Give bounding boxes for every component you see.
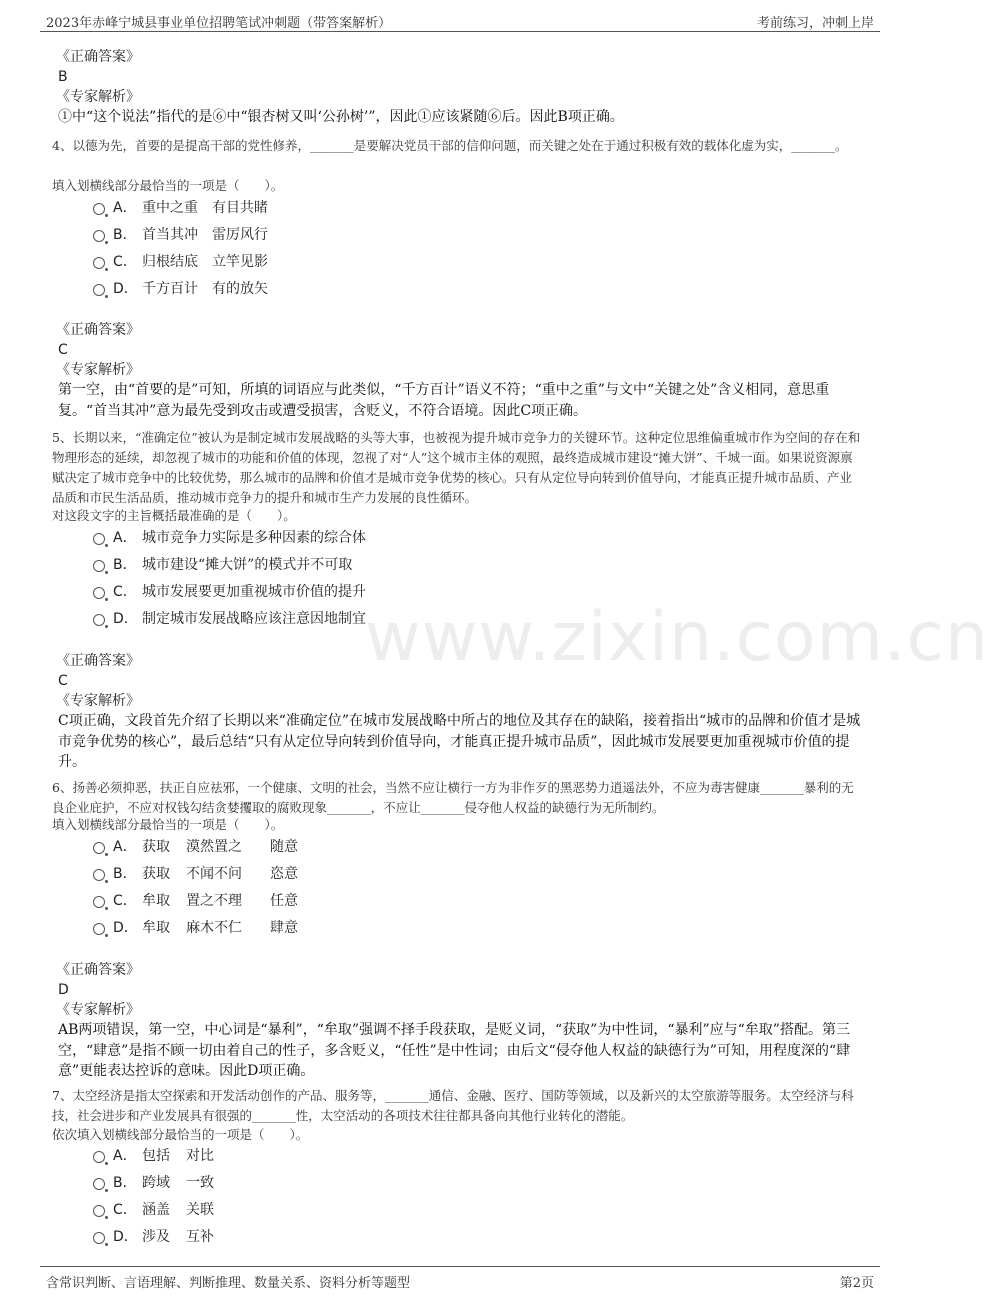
q6-answer-block xyxy=(56,960,861,1082)
radio-icon xyxy=(93,284,105,296)
analysis-label: 《专家解析》 xyxy=(56,1002,140,1018)
q6-option-c[interactable]: C． 牟取 置之不理 任意 xyxy=(93,890,298,912)
q6-option-b[interactable]: B． 获取 不闻不问 恣意 xyxy=(93,863,298,885)
q7-prompt: 依次填入划横线部分最恰当的一项是（ ）。 xyxy=(52,1127,309,1142)
radio-icon xyxy=(93,257,105,269)
radio-icon xyxy=(93,869,105,881)
radio-icon xyxy=(93,587,105,599)
q4-answer: C xyxy=(58,342,68,358)
q5-stem: 5、长期以来，“准确定位”被认为是制定城市发展战略的头等大事，也被视为提升城市竞争力的关键环节。这种定位思维偏重城市作为空间的存在和物理形态的延续，却忽视了城市的功能和价值的体现，忽视了对“人”这个城市主体的观照，最终造成城市建设“摊大饼”、千城一面。如果说资源禀赋决定了城市竞争中的比较优势，那么城市的品牌和价值才是城市竞争优势的核心。只有从定位导向转到价值导向，才能真正提升城市品质、产业品质和市民生活品质，推动城市竞争力的提升和城市生产力发展的良性循环。 xyxy=(52,430,861,505)
radio-icon xyxy=(93,230,105,242)
radio-icon xyxy=(93,1178,105,1190)
q3-answer: B xyxy=(58,69,68,85)
q7-stem: 7、太空经济是指太空探索和开发活动创作的产品、服务等，_______通信、金融、医疗、国防等领域，以及新兴的太空旅游等服务。太空经济与科技，社会进步和产业发展具有很强的_______性，太空活动的各项技术往往都具备向其他行业转化的潜能。 xyxy=(52,1088,854,1123)
radio-icon xyxy=(93,923,105,935)
radio-icon xyxy=(93,1232,105,1244)
q5-answer: C xyxy=(58,673,68,689)
footer-divider xyxy=(40,1266,880,1267)
analysis-label: 《专家解析》 xyxy=(56,89,140,105)
q5-option-c[interactable]: C． 城市发展要更加重视城市价值的提升 xyxy=(93,581,366,603)
answer-label: 《正确答案》 xyxy=(56,49,140,65)
q6-option-d[interactable]: D． 牟取 麻木不仁 肆意 xyxy=(93,917,298,939)
q4-option-b[interactable]: B． 首当其冲 雷厉风行 xyxy=(93,224,268,246)
q6-option-a[interactable]: A． 获取 漠然置之 随意 xyxy=(93,836,298,858)
q5-prompt: 对这段文字的主旨概括最准确的是（ ）。 xyxy=(52,508,296,523)
page-header xyxy=(0,0,920,34)
analysis-label: 《专家解析》 xyxy=(56,693,140,709)
radio-icon xyxy=(93,560,105,572)
q3-analysis: ①中“这个说法”指代的是⑥中“银杏树又叫‘公孙树’”，因此①应该紧随⑥后。因此B项正确。 xyxy=(58,109,624,125)
footer-description: 含常识判断、言语理解、判断推理、数量关系、资料分析等题型 xyxy=(46,1276,411,1291)
header-divider xyxy=(40,31,880,32)
q7-option-c[interactable]: C． 涵盖 关联 xyxy=(93,1199,214,1221)
q4-analysis: 第一空，由“首要的是”可知，所填的词语应与此类似，“千方百计”语义不符；“重中之重”与文中“关键之处”含义相同，意思重复。“首当其冲”意为最先受到攻击或遭受损害，含贬义，不符合语境。因此C项正确。 xyxy=(58,382,830,419)
q6-prompt: 填入划横线部分最恰当的一项是（ ）。 xyxy=(52,817,284,832)
q5-option-a[interactable]: A． 城市竞争力实际是多种因素的综合体 xyxy=(93,527,366,549)
analysis-label: 《专家解析》 xyxy=(56,362,140,378)
q6-answer: D xyxy=(58,982,69,998)
radio-icon xyxy=(93,203,105,215)
radio-icon xyxy=(93,614,105,626)
q3-answer-block xyxy=(56,47,861,128)
q5-answer-block xyxy=(56,651,861,773)
radio-icon xyxy=(93,1205,105,1217)
watermark: www.zixin.com.cn xyxy=(365,598,989,677)
page-number: 第2页 xyxy=(839,1276,874,1291)
q6-stem: 6、扬善必须抑恶，扶正自应祛邪，一个健康、文明的社会，当然不应让横行一方为非作歹的黑恶势力逍遥法外，不应为毒害健康_______暴利的无良企业庇护，不应对权钱勾结贪婪攫取的腐败现象_______，不应让_______侵夺他人权益的缺德行为无所制约。 xyxy=(52,780,854,815)
answer-label: 《正确答案》 xyxy=(56,962,140,978)
q4-prompt: 填入划横线部分最恰当的一项是（ ）。 xyxy=(52,178,284,193)
answer-label: 《正确答案》 xyxy=(56,653,140,669)
q6-analysis: AB两项错误，第一空，中心词是“暴利”，“牟取”强调不择手段获取，是贬义词，“获取”为中性词，“暴利”应与“牟取”搭配。第三空，“肆意”是指不顾一切由着自己的性子，多含贬义，“任性”是中性词；由后文“侵夺他人权益的缺德行为”可知，用程度深的“肆意”更能表达控诉的意味。因此D项正确。 xyxy=(58,1022,851,1079)
radio-icon xyxy=(93,842,105,854)
q5-option-b[interactable]: B． 城市建设“摊大饼”的模式并不可取 xyxy=(93,554,352,576)
radio-icon xyxy=(93,533,105,545)
q4-option-c[interactable]: C． 归根结底 立竿见影 xyxy=(93,251,268,273)
header-slogan: 考前练习，冲刺上岸 xyxy=(756,16,874,31)
q4-option-d[interactable]: D． 千方百计 有的放矢 xyxy=(93,278,268,300)
radio-icon xyxy=(93,896,105,908)
q7-option-d[interactable]: D． 涉及 互补 xyxy=(93,1226,214,1248)
q4-answer-block xyxy=(56,320,861,421)
q7-option-b[interactable]: B． 跨域 一致 xyxy=(93,1172,214,1194)
q4-stem: 4、以德为先，首要的是提高干部的党性修养，_______是要解决党员干部的信仰问题，而关键之处在于通过积极有效的载体化虚为实，_______。 xyxy=(52,138,848,153)
radio-icon xyxy=(93,1151,105,1163)
q7-option-a[interactable]: A． 包括 对比 xyxy=(93,1145,214,1167)
q5-analysis: C项正确，文段首先介绍了长期以来“准确定位”在城市发展战略中所占的地位及其存在的缺陷，接着指出“城市的品牌和价值才是城市竞争优势的核心”，最后总结“只有从定位导向转到价值导向，才能真正提升城市品质”，因此城市发展要更加重视城市价值的提升。 xyxy=(58,713,861,770)
answer-label: 《正确答案》 xyxy=(56,322,140,338)
document-title: 2023年赤峰宁城县事业单位招聘笔试冲刺题（带答案解析） xyxy=(46,16,392,31)
q4-option-a[interactable]: A． 重中之重 有目共睹 xyxy=(93,197,268,219)
q5-option-d[interactable]: D． 制定城市发展战略应该注意因地制宜 xyxy=(93,608,366,630)
